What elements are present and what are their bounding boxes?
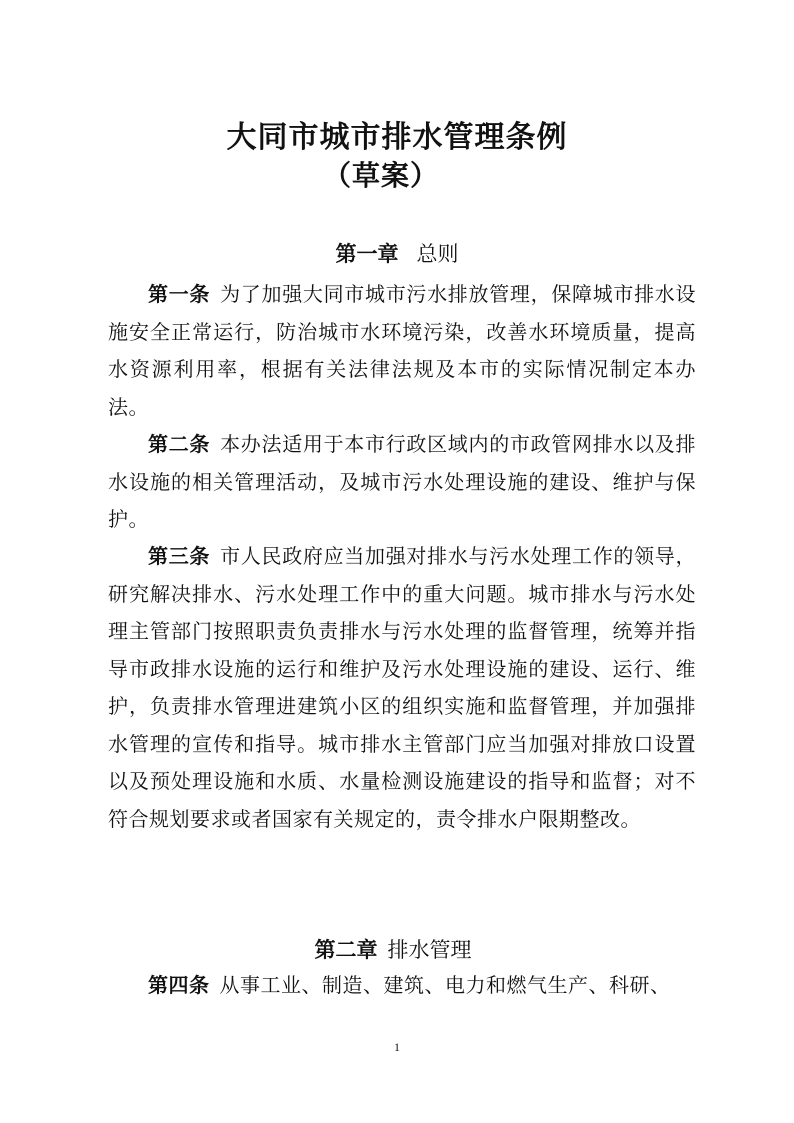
article-label: 第四条 <box>148 973 210 997</box>
article-text: 市人民政府应当加强对排水与污水处理工作的领导，研究解决排水、污水处理工作中的重大问题。城市排水与污水处理主管部门按照职责负责排水与污水处理的监督管理，统筹并指导市政排水设施的运行和维护及污水处理设施的建设、运行、维护，负责排水管理进建筑小区的组织实施和监督管理，并加强排水管理的宣传和指导。城市排水主管部门应当加强对排放口设置以及预处理设施和水质、水量检测设施建设的指导和监督；对不符合规划要求或者国家有关规定的，责令排水户限期整改。 <box>108 544 697 831</box>
article-label: 第三条 <box>148 544 211 568</box>
chapter-name: 排水管理 <box>387 938 472 962</box>
article-2 <box>108 426 696 539</box>
page-number: 1 <box>394 1040 400 1054</box>
chapter-number: 第二章 <box>314 938 378 962</box>
article-text: 从事工业、制造、建筑、电力和燃气生产、科研、 <box>219 973 671 997</box>
article-label: 第一条 <box>148 282 211 306</box>
article-1 <box>108 276 696 426</box>
article-text: 本办法适用于本市行政区域内的市政管网排水以及排水设施的相关管理活动，及城市污水处理设施的建设、维护与保护。 <box>108 432 697 531</box>
document-title: 大同市城市排水管理条例 <box>226 120 568 155</box>
article-4 <box>108 967 696 1005</box>
chapter-number: 第一章 <box>335 242 399 266</box>
chapter-name: 总则 <box>416 242 459 266</box>
article-label: 第二条 <box>148 432 211 456</box>
document-subtitle: （草案） <box>322 159 439 192</box>
article-3 <box>108 538 696 838</box>
chapter-heading-1 <box>0 238 794 268</box>
chapter-heading-2 <box>0 934 790 964</box>
article-text: 为了加强大同市城市污水排放管理，保障城市排水设施安全正常运行，防治城市水环境污染，改善水环境质量，提高水资源利用率，根据有关法律法规及本市的实际情况制定本办法。 <box>108 282 697 419</box>
